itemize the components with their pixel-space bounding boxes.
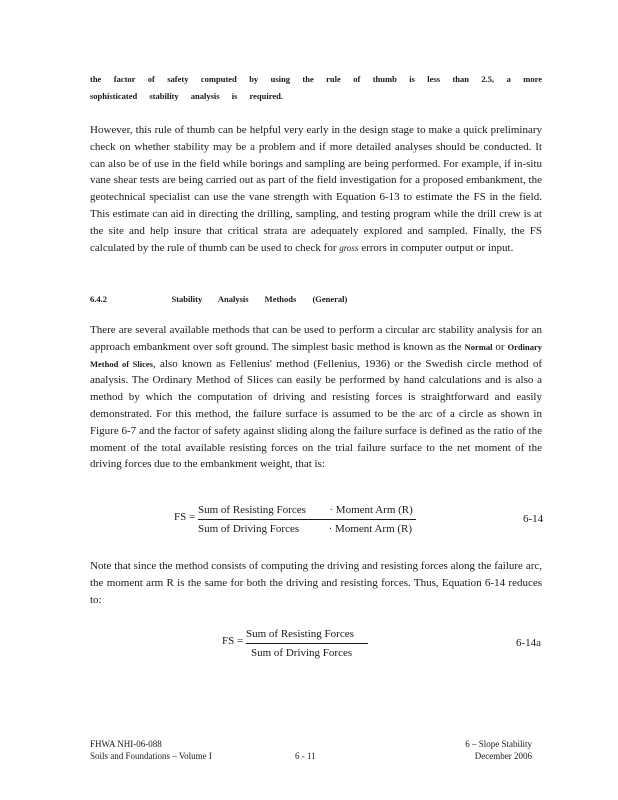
footer-volume: Soils and Foundations – Volume I — [90, 751, 212, 761]
equation-6-14-fraction — [198, 503, 416, 536]
section-title: Stability Analysis Methods (General) — [171, 294, 348, 304]
normal-term: Normal — [464, 341, 493, 352]
equation-6-14-lhs: FS = — [174, 511, 196, 523]
ordinary-method-term: Ordinary Method of Slices — [90, 341, 543, 369]
eq1-num-left: Sum of Resisting Forces — [198, 504, 306, 516]
footer-date: December 2006 — [474, 751, 532, 761]
fraction-bar — [198, 519, 416, 520]
intro-line-2: sophisticated stability analysis is required. — [90, 91, 283, 101]
equation-6-14a-numerator: Sum of Resisting Forces — [246, 628, 354, 640]
section-number: 6.4.2 — [90, 294, 107, 304]
footer-chapter: 6 – Slope Stability — [465, 739, 532, 749]
equation-6-14a-fraction — [246, 627, 368, 660]
equation-6-14a-number: 6-14a — [516, 637, 542, 649]
paragraph-1-text: However, this rule of thumb can be helpful very early in the design stage to make a quick preliminary check on whether stability may be a problem and if more detailed analyses should be conducted. It can also be of use in the field while borings and sampling are being performed. For example, if in-situ vane shear tests are being carried out as part of the field investigation for a proposed embankment, the geotechnical specialist can use the vane strength with Equation 6-13 to estimate the FS in the field. This estimate can aid in directing the drilling, sampling, and testing program while the drill crew is at the site and help insure that critical strata are adequately explored and sampled. Finally, the FS calculated by the rule of thumb can be used to check for — [90, 124, 542, 254]
equation-6-14a-lhs: FS = — [222, 635, 244, 647]
paragraph-3-text: Note that since the method consists of computing the driving and resisting forces along the failure arc, the moment arm R is the same for both the driving and resisting forces. Thus, Equation 6-14 reduces to: — [90, 560, 542, 606]
paragraph-2-part-1: There are several available methods that can be used to perform a circular arc stability analysis for an approach embankment over soft ground. The simplest basic method is known as the — [90, 324, 542, 353]
paragraph-2-part-2: , also known as Fellenius' method (Fellenius, 1936) or the Swedish circle method of analysis. The Ordinary Method of Slices can easily be performed by hand calculations and is also a method by which the computation of driving and resisting forces is straightforward and easily demonstrated. For this method, the failure surface is assumed to be the arc of a circle as shown in Figure 6-7 and the factor of safety against sliding along the failure surface is defined as the ratio of the moment of the total available resisting forces on the trial failure surface to the net moment of the driving forces due to the embankment weight, that is: — [90, 357, 542, 471]
eq1-num-right: · Moment Arm (R) — [329, 504, 413, 516]
footer-publication-id: FHWA NHI-06-088 — [90, 739, 162, 749]
equation-6-14-number: 6-14 — [523, 513, 544, 525]
eq1-den-right: · Moment Arm (R) — [328, 523, 413, 535]
paragraph-stability-methods — [90, 322, 542, 473]
footer-left — [90, 738, 212, 762]
paragraph-rule-of-thumb — [90, 122, 542, 256]
equation-6-14-numerator — [198, 503, 416, 517]
intro-text — [90, 71, 542, 105]
equation-6-14a-denominator: Sum of Driving Forces — [251, 647, 353, 659]
fraction-bar — [246, 643, 368, 644]
eq1-den-left: Sum of Driving Forces — [198, 523, 300, 535]
section-heading — [90, 291, 542, 308]
footer-right — [462, 738, 532, 762]
gross-italic: gross — [339, 242, 359, 253]
footer-page-number: 6 - 11 — [295, 751, 316, 761]
paragraph-1-end: errors in computer output or input. — [361, 241, 514, 254]
equation-6-14-denominator — [198, 522, 416, 536]
or-word: or — [495, 340, 505, 353]
intro-line-1: the factor of safety computed by using the rule of thumb is less than 2.5, a more — [90, 74, 542, 84]
paragraph-note — [90, 558, 542, 608]
